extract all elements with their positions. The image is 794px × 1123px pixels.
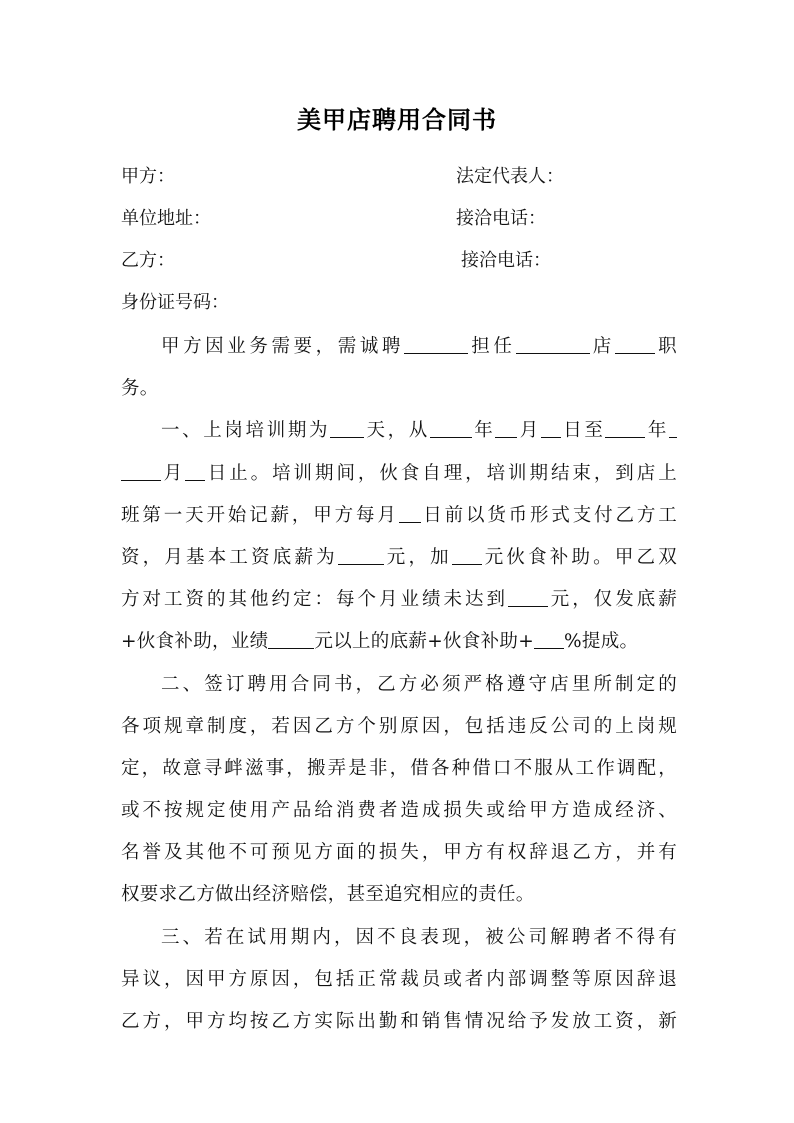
clause-text: 元以上的底薪+伙食补助+ xyxy=(314,631,535,653)
intro-text: 甲方因业务需要，需诚聘 xyxy=(161,336,405,357)
blank-position[interactable] xyxy=(615,335,655,354)
clause-text: 月 xyxy=(517,420,541,442)
clause1-line-4 xyxy=(121,537,677,579)
clause-text: 日前以货币形式支付乙方工 xyxy=(420,504,678,526)
blank-end-month[interactable] xyxy=(121,462,161,481)
clause1-line-5 xyxy=(121,579,677,621)
clause-text: %提成。 xyxy=(564,631,639,653)
clause-text: 月 xyxy=(161,462,186,484)
blank-meal-allowance[interactable] xyxy=(452,546,482,565)
blank-store-name[interactable] xyxy=(516,335,590,354)
clause1-line-6 xyxy=(121,621,677,663)
clause2-line-5: 名誉及其他不可预见方面的损失，甲方有权辞退乙方，并有 xyxy=(121,842,677,864)
contact-phone-a-field: 接洽电话： xyxy=(456,208,546,229)
legal-rep-field: 法定代表人： xyxy=(456,166,564,187)
clause3-line-3: 乙方，甲方均按乙方实际出勤和销售情况给予发放工资，新 xyxy=(121,1011,677,1032)
clause2-line-3: 定，故意寻衅滋事，搬弄是非，借各种借口不服从工作调配， xyxy=(121,757,677,779)
blank-start-month[interactable] xyxy=(495,419,517,438)
clause-text: 年 xyxy=(645,420,669,442)
clause-text: 资，月基本工资底薪为 xyxy=(121,546,338,568)
clause2-line-4: 或不按规定使用产品给消费者造成损失或给甲方造成经济、 xyxy=(121,800,677,822)
document-title: 美甲店聘用合同书 xyxy=(297,106,497,134)
clause-text: 元，仅发底薪 xyxy=(548,589,677,611)
clause1-line-1 xyxy=(121,410,677,452)
intro-text: 店 xyxy=(589,336,615,357)
clause3-line-1: 三、若在试用期内，因不良表现，被公司解聘者不得有 xyxy=(161,926,677,948)
party-a-field: 甲方： xyxy=(121,166,175,187)
clause-text: 方对工资的其他约定：每个月业绩未达到 xyxy=(121,589,508,611)
contact-phone-b-field: 接洽电话： xyxy=(461,250,551,271)
blank-pay-day[interactable] xyxy=(399,504,421,523)
blank-employee-name[interactable] xyxy=(404,335,468,354)
address-field: 单位地址： xyxy=(121,208,211,229)
intro-line-1 xyxy=(121,326,677,368)
blank-training-days[interactable] xyxy=(330,419,364,438)
clause2-line-1: 二、签订聘用合同书，乙方必须严格遵守店里所制定的 xyxy=(161,673,677,695)
clause-text: 一、上岗培训期为 xyxy=(161,420,331,442)
blank-base-salary[interactable] xyxy=(338,546,384,565)
clause2-line-6: 权要求乙方做出经济赔偿，甚至追究相应的责任。 xyxy=(121,884,535,906)
clause-text: 天，从 xyxy=(364,420,430,442)
intro-text: 担任 xyxy=(468,336,516,357)
party-b-field: 乙方： xyxy=(121,250,175,271)
intro-text: 职 xyxy=(654,336,677,357)
clause-text: 元，加 xyxy=(383,546,452,568)
clause-text: 日至 xyxy=(560,420,606,442)
blank-end-year[interactable] xyxy=(605,419,645,438)
blank-performance-amount[interactable] xyxy=(268,630,314,649)
clause-text: 年 xyxy=(471,420,496,442)
intro-line-2: 务。 xyxy=(121,378,159,400)
clause-text: +伙食补助，业绩 xyxy=(121,631,269,653)
blank-end-day[interactable] xyxy=(185,462,205,481)
blank-performance-threshold[interactable] xyxy=(508,588,548,607)
blank-start-year[interactable] xyxy=(430,419,472,438)
blank-end-month-start[interactable] xyxy=(669,419,677,438)
blank-commission-percent[interactable] xyxy=(534,630,564,649)
id-number-field: 身份证号码： xyxy=(121,292,229,313)
clause2-line-2: 各项规章制度，若因乙方个别原因，包括违反公司的上岗规 xyxy=(121,715,677,737)
clause-text: 元伙食补助。甲乙双 xyxy=(481,546,678,568)
clause1-line-3 xyxy=(121,495,677,537)
contract-body xyxy=(121,326,677,1043)
blank-start-day[interactable] xyxy=(541,419,561,438)
clause1-line-2 xyxy=(121,453,677,495)
clause3-line-2: 异议，因甲方原因，包括正常裁员或者内部调整等原因辞退 xyxy=(121,968,677,990)
clause-text: 班第一天开始记薪，甲方每月 xyxy=(121,504,399,526)
clause-text: 日止。培训期间，伙食自理，培训期结束，到店上 xyxy=(205,462,677,484)
